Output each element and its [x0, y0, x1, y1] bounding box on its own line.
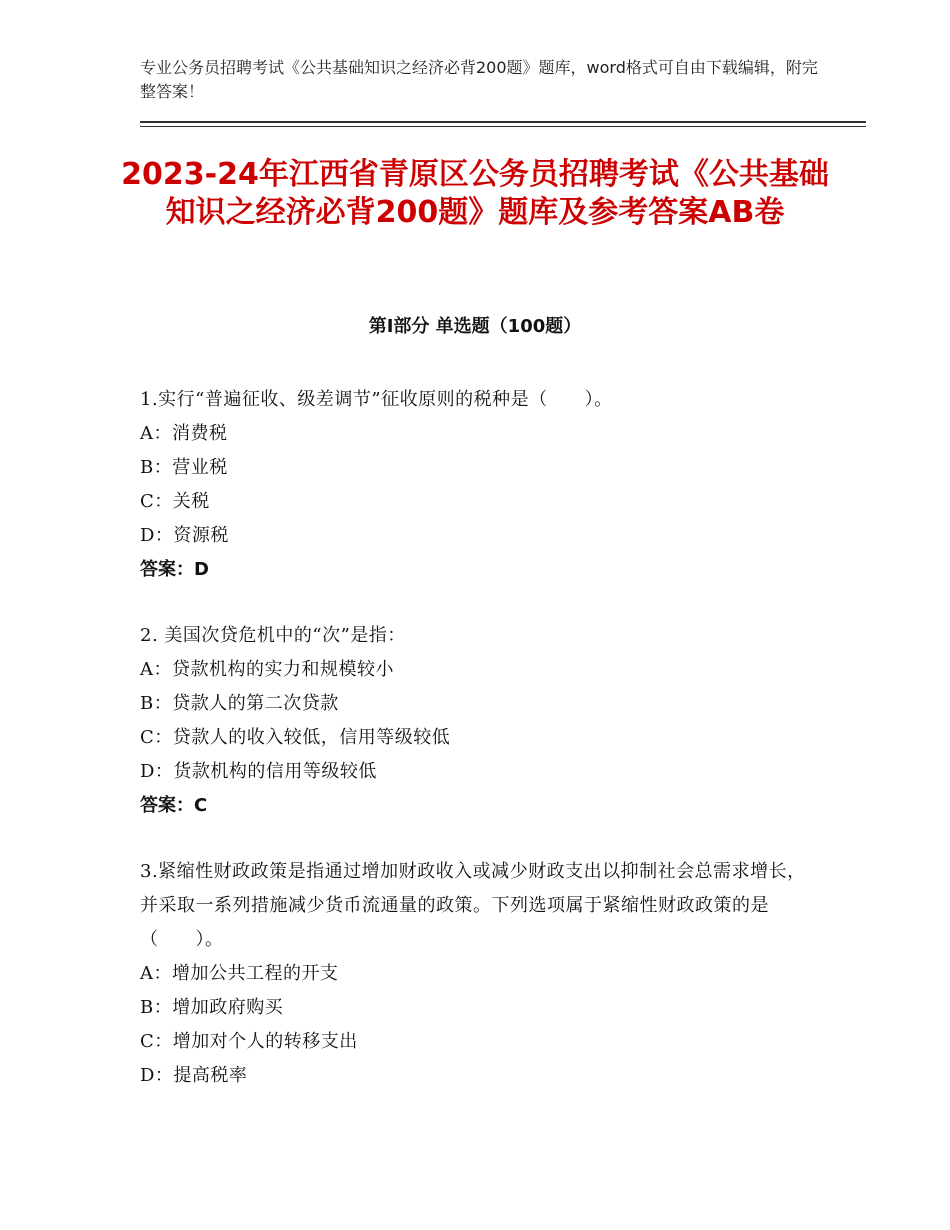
document-title: 2023-24年江西省青原区公务员招聘考试《公共基础知识之经济必背200题》题库及参考答案AB卷 — [121, 157, 829, 230]
header-note: 专业公务员招聘考试《公共基础知识之经济必背200题》题库，word格式可自由下载编辑，附完整答案！ — [140, 58, 818, 101]
section-title: 第Ⅰ部分 单选题（100题） — [368, 316, 582, 337]
option-d: D：提高税率 — [140, 1065, 248, 1086]
option-b: B：营业税 — [140, 457, 228, 478]
question-2 — [140, 619, 820, 823]
header-rule-thick — [140, 121, 866, 123]
question-stem: 1.实行“普遍征收、级差调节”征收原则的税种是（ ）。 — [140, 389, 613, 410]
question-stem: 2. 美国次贷危机中的“次”是指： — [140, 625, 406, 646]
option-c: C：增加对个人的转移支出 — [140, 1031, 358, 1052]
option-c: C：贷款人的收入较低，信用等级较低 — [140, 727, 451, 748]
option-b: B：贷款人的第二次贷款 — [140, 693, 339, 714]
answer: 答案：D — [140, 559, 209, 580]
question-stem: 3.紧缩性财政政策是指通过增加财政收入或减少财政支出以抑制社会总需求增长，并采取一系列措施减少货币流通量的政策。下列选项属于紧缩性财政政策的是（ ）。 — [140, 861, 806, 950]
question-list — [140, 383, 820, 1125]
option-a: A：贷款机构的实力和规模较小 — [140, 659, 394, 680]
header-rule-thin — [140, 126, 866, 127]
option-d: D：货款机构的信用等级较低 — [140, 761, 377, 782]
option-a: A：增加公共工程的开支 — [140, 963, 339, 984]
option-c: C：关税 — [140, 491, 210, 512]
answer: 答案：C — [140, 795, 208, 816]
option-b: B：增加政府购买 — [140, 997, 284, 1018]
question-1 — [140, 383, 820, 587]
question-3 — [140, 855, 820, 1093]
option-d: D：资源税 — [140, 525, 229, 546]
option-a: A：消费税 — [140, 423, 228, 444]
